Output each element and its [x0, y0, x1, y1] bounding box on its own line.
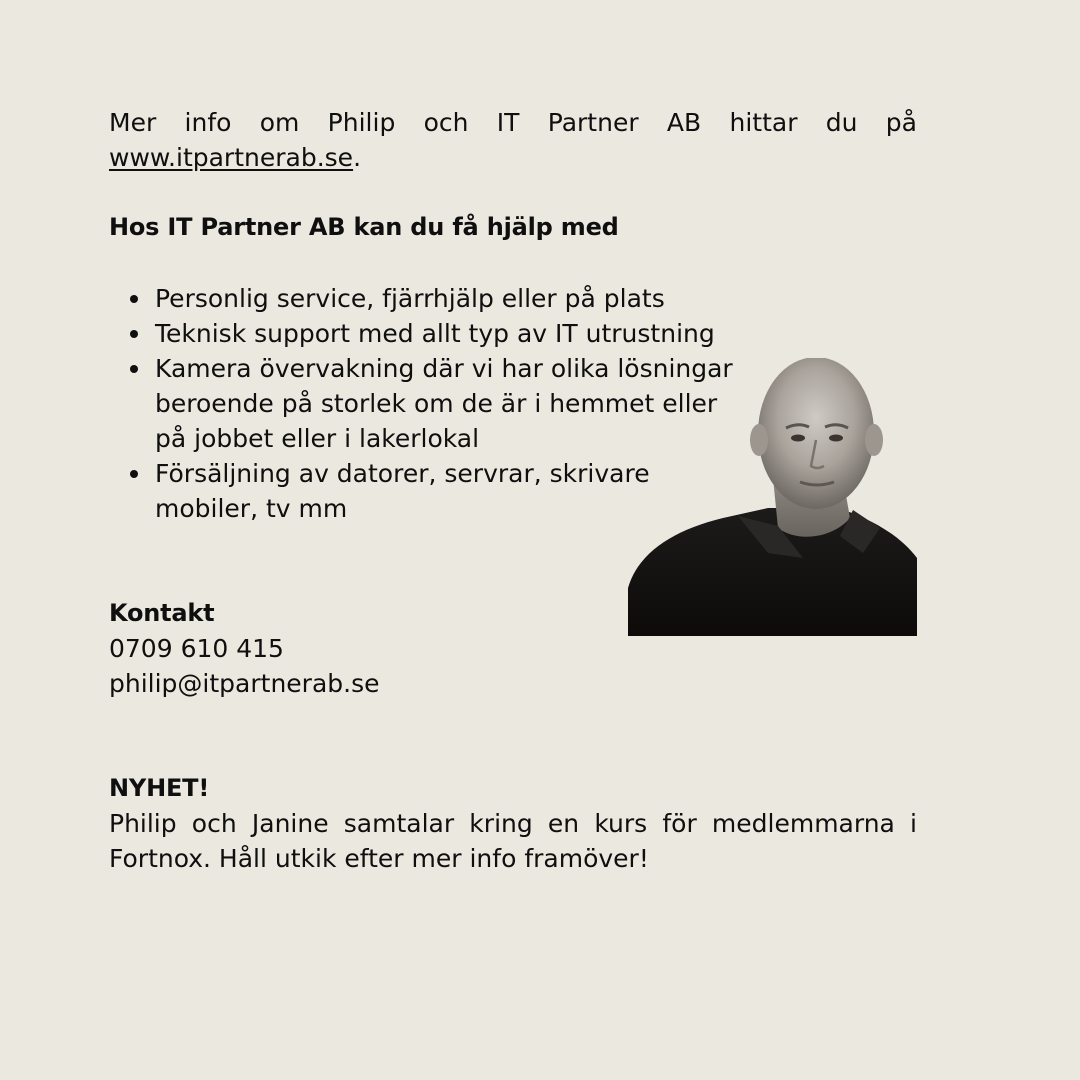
services-heading: Hos IT Partner AB kan du få hjälp med	[109, 213, 619, 241]
intro-paragraph	[109, 105, 917, 175]
news-heading: NYHET!	[109, 774, 210, 802]
contact-phone: 0709 610 415	[109, 634, 284, 663]
bullet-icon	[130, 470, 138, 478]
bullet-icon	[130, 365, 138, 373]
intro-period: .	[353, 143, 362, 172]
intro-text: Mer info om Philip och IT Partner AB hittar du på	[109, 108, 917, 137]
contact-email: philip@itpartnerab.se	[109, 669, 380, 698]
list-item	[109, 281, 755, 316]
website-link[interactable]: www.itpartnerab.se	[109, 143, 354, 172]
list-item-label: Kamera övervakning där vi har olika lösningar beroende på storlek om de är i hemmet eller på jobbet eller i lakerlokal	[155, 354, 733, 453]
list-item-label: Försäljning av datorer, servrar, skrivare mobiler, tv mm	[155, 459, 650, 523]
bullet-icon	[130, 295, 138, 303]
contact-heading: Kontakt	[109, 599, 215, 627]
list-item	[109, 316, 855, 351]
list-item-label: Teknisk support med allt typ av IT utrustning	[155, 319, 715, 348]
list-item-label: Personlig service, fjärrhjälp eller på plats	[155, 284, 665, 313]
news-text: Philip och Janine samtalar kring en kurs för medlemmarna i Fortnox. Håll utkik efter mer info framöver!	[109, 809, 917, 873]
bullet-icon	[130, 330, 138, 338]
portrait-photo	[628, 358, 917, 636]
portrait-icon	[628, 358, 917, 636]
